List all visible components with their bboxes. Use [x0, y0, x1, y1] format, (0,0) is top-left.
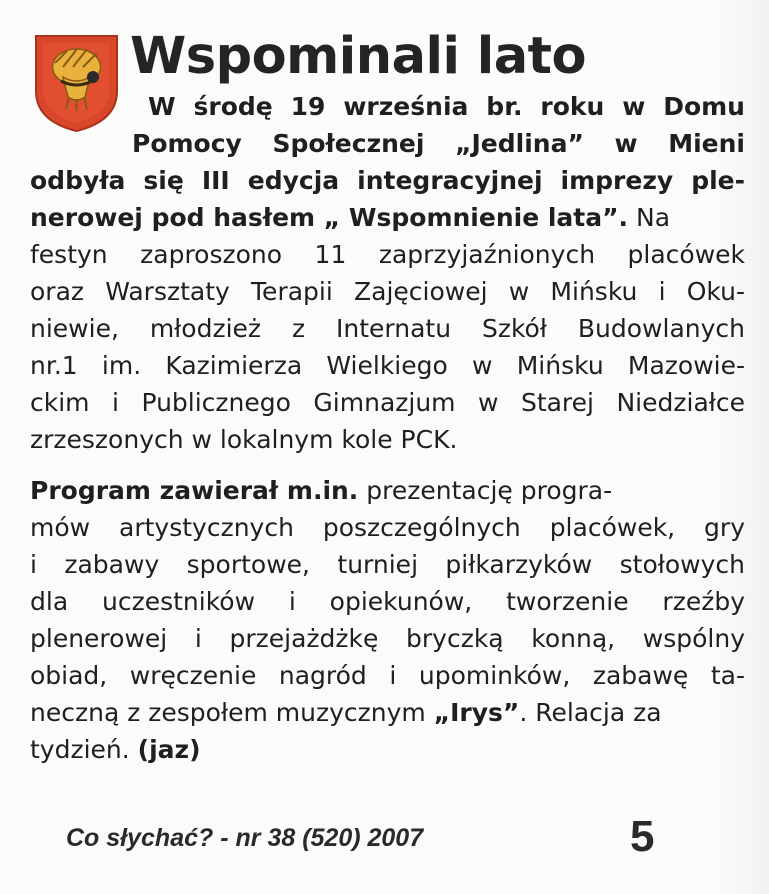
program-line: obiad, wręczenie nagród i upominków, zabawę ta-: [30, 661, 745, 690]
program-tail: prezentację progra-: [358, 476, 613, 505]
author-signature: (jaz): [137, 735, 201, 764]
page-number: 5: [630, 812, 655, 861]
program-heading: Program zawierał m.in.: [30, 476, 359, 505]
body-line: niewie, młodzież z Internatu Szkół Budowlanych: [30, 314, 745, 343]
body-line: festyn zaproszono 11 zaprzyjaźnionych placówek: [30, 240, 745, 269]
lead-line-1: W środę 19 września br. roku w Domu: [148, 92, 745, 121]
lead-line-3: odbyła się III edycja integracyjnej imprezy ple-: [30, 166, 745, 195]
lead-line-2: Pomocy Społecznej „Jedlina” w Mieni: [132, 129, 745, 158]
program-line: i zabawy sportowe, turniej piłkarzyków stołowych: [30, 550, 745, 579]
band-name: „Irys”: [433, 698, 520, 727]
lead-slogan: nerowej pod hasłem „ Wspomnienie lata”.: [30, 203, 629, 232]
program-line-1: [30, 474, 745, 508]
lead-line-4: [30, 201, 745, 235]
lead-tail: Na: [628, 203, 671, 232]
issue-footer: Co słychać? - nr 38 (520) 2007: [66, 824, 424, 852]
band-post: . Relacja za: [519, 698, 662, 727]
body-line: zrzeszonych w lokalnym kole PCK.: [30, 425, 458, 454]
body-line: ckim i Publicznego Gimnazjum w Starej Niedziałce: [30, 388, 745, 417]
coat-of-arms-icon: [33, 33, 120, 133]
program-line: plenerowej i przejażdżkę bryczką konną, wspólny: [30, 624, 745, 653]
band-line: [30, 696, 745, 730]
program-line: mów artystycznych poszczególnych placówek, gry: [30, 513, 745, 542]
body-line: nr.1 im. Kazimierza Wielkiego w Mińsku Mazowie-: [30, 351, 745, 380]
final-line: [30, 733, 745, 767]
final-text: tydzień.: [30, 735, 138, 764]
body-line: oraz Warsztaty Terapii Zajęciowej w Mińsku i Oku-: [30, 277, 745, 306]
program-line: dla uczestników i opiekunów, tworzenie rzeźby: [30, 587, 745, 616]
band-pre: neczną z zespołem muzycznym: [30, 698, 434, 727]
article-title: Wspominali lato: [130, 27, 587, 86]
